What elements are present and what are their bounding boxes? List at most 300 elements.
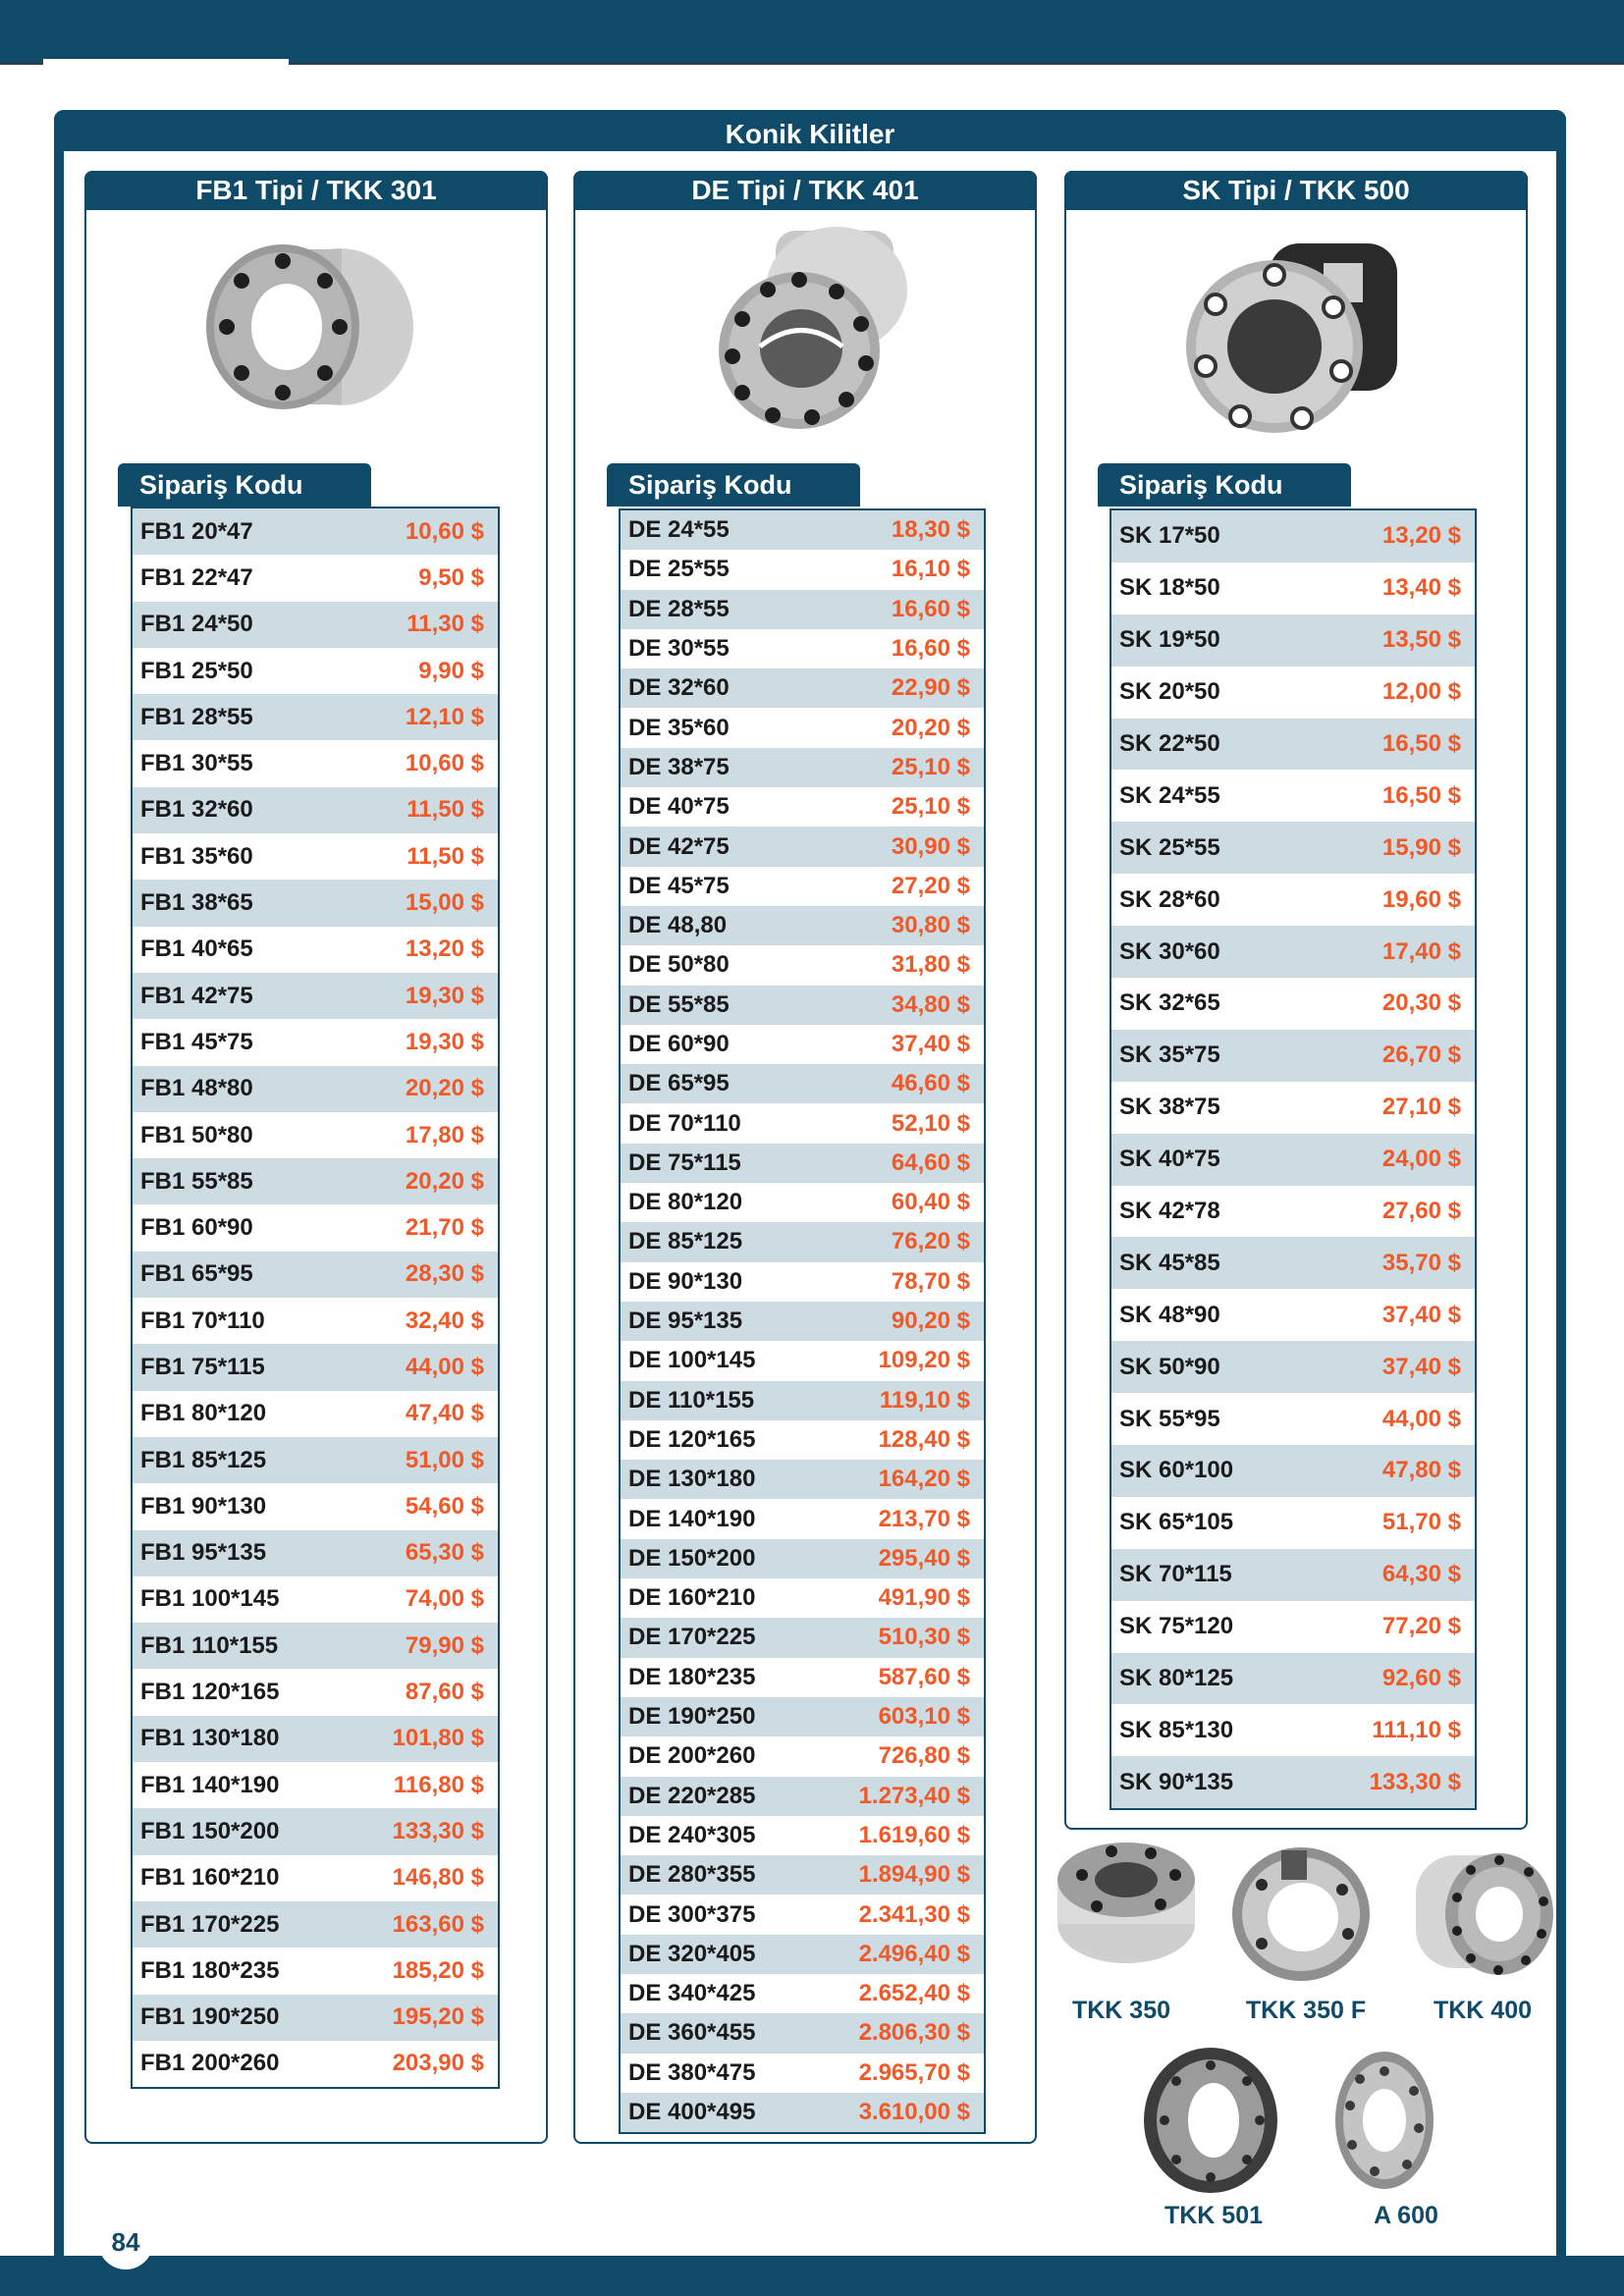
price: 726,80 $ — [878, 1742, 970, 1770]
order-code: DE 90*130 — [628, 1267, 743, 1295]
order-code: DE 65*95 — [628, 1070, 730, 1097]
table-row — [621, 986, 984, 1025]
price: 13,50 $ — [1381, 626, 1461, 654]
price: 47,40 $ — [405, 1400, 484, 1427]
price: 24,00 $ — [1381, 1146, 1461, 1173]
table-row — [133, 1158, 498, 1204]
table-row — [1111, 1549, 1475, 1601]
price: 9,50 $ — [418, 563, 484, 591]
table-row — [133, 1576, 498, 1623]
table-row — [621, 945, 984, 985]
price: 64,30 $ — [1381, 1561, 1461, 1588]
table-row — [621, 629, 984, 668]
table-row — [621, 1697, 984, 1736]
price: 510,30 $ — [878, 1624, 970, 1651]
price: 47,80 $ — [1381, 1457, 1461, 1484]
price: 116,80 $ — [393, 1771, 484, 1798]
price: 1.894,90 $ — [858, 1861, 970, 1889]
order-code: SK 60*100 — [1119, 1457, 1234, 1484]
table-row — [133, 602, 498, 648]
table-row — [1111, 1289, 1475, 1341]
table-row — [1111, 1601, 1475, 1653]
order-code: SK 75*120 — [1119, 1613, 1234, 1640]
price: 109,20 $ — [878, 1347, 970, 1374]
order-code: FB1 24*50 — [140, 611, 253, 638]
price: 20,20 $ — [405, 1075, 484, 1102]
table-row — [621, 1499, 984, 1538]
table-row — [133, 648, 498, 694]
price: 28,30 $ — [405, 1260, 484, 1288]
order-code: SK 32*65 — [1119, 989, 1220, 1017]
table-row — [621, 867, 984, 906]
price: 587,60 $ — [878, 1663, 970, 1690]
price: 26,70 $ — [1381, 1041, 1461, 1069]
order-code: SK 70*115 — [1119, 1561, 1232, 1588]
order-code: DE 380*475 — [628, 2058, 756, 2086]
table-row — [1111, 926, 1475, 978]
table-row — [1111, 1134, 1475, 1186]
price: 163,60 $ — [392, 1910, 484, 1938]
table-row — [1111, 1756, 1475, 1808]
table-row — [621, 590, 984, 629]
price: 603,10 $ — [878, 1703, 970, 1731]
price: 11,50 $ — [406, 796, 484, 824]
table-row — [1111, 719, 1475, 771]
order-code: FB1 200*260 — [140, 2050, 280, 2077]
price: 164,20 $ — [878, 1466, 970, 1493]
table-row — [1111, 1082, 1475, 1134]
order-code: FB1 48*80 — [140, 1075, 253, 1102]
a600-caption: A 600 — [1374, 2202, 1438, 2229]
price: 3.610,00 $ — [858, 2099, 970, 2126]
order-code: DE 140*190 — [628, 1505, 756, 1532]
order-code: DE 70*110 — [628, 1109, 741, 1137]
order-code: SK 38*75 — [1119, 1094, 1220, 1121]
order-code: SK 85*130 — [1119, 1716, 1234, 1743]
order-code: FB1 38*65 — [140, 889, 253, 917]
table-row — [621, 1341, 984, 1380]
table-row — [621, 1816, 984, 1855]
table-row — [621, 1855, 984, 1895]
price: 19,30 $ — [405, 1028, 484, 1055]
order-code: DE 360*455 — [628, 2019, 756, 2047]
price: 18,30 $ — [891, 516, 970, 544]
table-row — [1111, 510, 1475, 562]
price: 32,40 $ — [405, 1307, 484, 1334]
order-code: FB1 100*145 — [140, 1585, 280, 1613]
table-row — [133, 555, 498, 601]
table-row — [621, 1658, 984, 1697]
price: 27,60 $ — [1381, 1198, 1461, 1225]
tkk400-image — [1396, 1841, 1553, 1988]
price: 12,00 $ — [1381, 678, 1461, 706]
order-code: FB1 150*200 — [140, 1817, 280, 1844]
price: 2.965,70 $ — [858, 2058, 970, 2086]
price-table-de — [619, 508, 986, 2134]
table-row — [133, 1623, 498, 1669]
price: 78,70 $ — [891, 1267, 970, 1295]
price: 19,30 $ — [405, 982, 484, 1009]
order-code: DE 85*125 — [628, 1228, 743, 1255]
table-row — [133, 973, 498, 1019]
order-code: SK 19*50 — [1119, 626, 1220, 654]
table-row — [1111, 1704, 1475, 1756]
order-code: SK 24*55 — [1119, 781, 1220, 809]
sk-clamp-image — [1176, 224, 1422, 450]
price: 16,50 $ — [1381, 781, 1461, 809]
price: 34,80 $ — [891, 990, 970, 1018]
order-code: FB1 20*47 — [140, 517, 253, 545]
section-title: Konik Kilitler — [54, 110, 1566, 151]
table-row — [133, 1716, 498, 1762]
order-code: FB1 170*225 — [140, 1910, 280, 1938]
table-row — [1111, 1653, 1475, 1705]
order-code: FB1 180*235 — [140, 1956, 280, 1984]
order-code: DE 170*225 — [628, 1624, 756, 1651]
price: 90,20 $ — [891, 1308, 970, 1335]
order-code: DE 340*425 — [628, 1980, 756, 2007]
table-row — [621, 1777, 984, 1816]
order-code: FB1 130*180 — [140, 1725, 280, 1752]
de-clamp-image — [699, 221, 925, 442]
price: 79,90 $ — [405, 1631, 484, 1659]
table-row — [621, 708, 984, 747]
price: 101,80 $ — [392, 1725, 484, 1752]
table-row — [133, 694, 498, 740]
table-row — [1111, 1341, 1475, 1393]
table-row — [1111, 1497, 1475, 1549]
table-row — [1111, 1237, 1475, 1289]
price: 25,10 $ — [891, 793, 970, 821]
order-code: FB1 22*47 — [140, 563, 253, 591]
price: 44,00 $ — [1381, 1405, 1461, 1432]
order-code: DE 100*145 — [628, 1347, 756, 1374]
order-code: DE 280*355 — [628, 1861, 756, 1889]
order-code: DE 95*135 — [628, 1308, 743, 1335]
table-row — [621, 1183, 984, 1222]
order-code: DE 48,80 — [628, 912, 728, 939]
table-row — [621, 2093, 984, 2132]
price: 87,60 $ — [405, 1679, 484, 1706]
price: 13,20 $ — [1381, 522, 1461, 550]
order-code: FB1 120*165 — [140, 1679, 280, 1706]
table-row — [133, 1066, 498, 1112]
table-row — [1111, 1186, 1475, 1238]
table-row — [133, 1437, 498, 1483]
order-code: SK 42*78 — [1119, 1198, 1220, 1225]
price: 10,60 $ — [405, 517, 484, 545]
tkk350-caption: TKK 350 — [1071, 1997, 1171, 2024]
price: 111,10 $ — [1372, 1716, 1461, 1743]
panel-title-fb1: FB1 Tipi / TKK 301 — [84, 171, 548, 210]
order-code: DE 400*495 — [628, 2099, 756, 2126]
price: 16,50 $ — [1381, 730, 1461, 757]
order-code: DE 80*120 — [628, 1189, 743, 1216]
price: 16,10 $ — [891, 556, 970, 583]
panel-title-sk: SK Tipi / TKK 500 — [1064, 171, 1528, 210]
table-row — [133, 740, 498, 786]
table-row — [133, 1204, 498, 1251]
table-row — [621, 1103, 984, 1143]
order-code: FB1 45*75 — [140, 1028, 253, 1055]
order-code: SK 22*50 — [1119, 730, 1220, 757]
table-row — [133, 1762, 498, 1808]
order-code: DE 32*60 — [628, 674, 730, 702]
order-code: DE 45*75 — [628, 872, 730, 899]
tkk400-caption: TKK 400 — [1433, 1997, 1533, 2024]
table-row — [621, 550, 984, 589]
order-code: FB1 140*190 — [140, 1771, 280, 1798]
order-code: DE 240*305 — [628, 1821, 756, 1848]
order-code: DE 300*375 — [628, 1900, 756, 1928]
price: 128,40 $ — [878, 1425, 970, 1453]
table-row — [1111, 770, 1475, 822]
table-row — [621, 1222, 984, 1261]
price: 12,10 $ — [405, 703, 484, 730]
order-code: FB1 28*55 — [140, 703, 253, 730]
table-row — [133, 1995, 498, 2041]
table-row — [621, 906, 984, 945]
order-code: DE 110*155 — [628, 1386, 755, 1414]
price: 31,80 $ — [891, 951, 970, 979]
table-row — [133, 787, 498, 833]
order-code: FB1 90*130 — [140, 1492, 267, 1520]
price: 146,80 $ — [392, 1864, 484, 1892]
price: 35,70 $ — [1381, 1249, 1461, 1276]
table-row — [1111, 614, 1475, 667]
price: 44,00 $ — [405, 1353, 484, 1380]
table-row — [133, 1483, 498, 1529]
table-row — [133, 1252, 498, 1298]
order-code: FB1 70*110 — [140, 1307, 265, 1334]
order-code: DE 160*210 — [628, 1584, 756, 1612]
table-row — [621, 1618, 984, 1657]
order-code-label-de: Sipariş Kodu — [607, 463, 860, 507]
order-code: SK 25*55 — [1119, 833, 1220, 861]
fb1-clamp-image — [192, 224, 428, 440]
order-code: SK 35*75 — [1119, 1041, 1220, 1069]
order-code: FB1 60*90 — [140, 1214, 253, 1242]
order-code: DE 190*250 — [628, 1703, 756, 1731]
order-code: SK 50*90 — [1119, 1353, 1220, 1380]
a600-image — [1330, 2042, 1438, 2199]
price: 10,60 $ — [405, 750, 484, 777]
table-row — [621, 1736, 984, 1776]
order-code: SK 48*90 — [1119, 1301, 1220, 1328]
table-row — [133, 1855, 498, 1901]
order-code: DE 60*90 — [628, 1031, 730, 1057]
price: 25,10 $ — [891, 753, 970, 780]
price: 64,60 $ — [891, 1148, 970, 1176]
price: 20,20 $ — [891, 714, 970, 741]
price: 76,20 $ — [891, 1228, 970, 1255]
table-row — [621, 668, 984, 708]
price: 92,60 $ — [1381, 1665, 1461, 1692]
price: 133,30 $ — [392, 1817, 484, 1844]
order-code: DE 75*115 — [628, 1148, 741, 1176]
bottom-banner — [0, 2256, 1624, 2296]
order-code: FB1 42*75 — [140, 982, 253, 1009]
order-code: SK 65*105 — [1119, 1509, 1234, 1536]
price: 21,70 $ — [405, 1214, 484, 1242]
order-code: DE 130*180 — [628, 1466, 756, 1493]
order-code: DE 55*85 — [628, 990, 730, 1018]
order-code: SK 20*50 — [1119, 678, 1220, 706]
order-code: DE 42*75 — [628, 832, 730, 860]
price: 77,20 $ — [1381, 1613, 1461, 1640]
price: 60,40 $ — [891, 1189, 970, 1216]
page-number: 84 — [98, 2215, 153, 2269]
price: 11,30 $ — [406, 611, 484, 638]
order-code: DE 40*75 — [628, 793, 730, 821]
price: 185,20 $ — [392, 1956, 484, 1984]
price: 54,60 $ — [405, 1492, 484, 1520]
order-code: DE 35*60 — [628, 714, 730, 741]
price: 119,10 $ — [879, 1386, 970, 1414]
price: 2.496,40 $ — [858, 1940, 970, 1967]
price: 20,30 $ — [1381, 989, 1461, 1017]
price: 52,10 $ — [891, 1109, 970, 1137]
table-row — [133, 1019, 498, 1065]
price: 195,20 $ — [392, 2003, 484, 2031]
order-code: FB1 55*85 — [140, 1167, 253, 1195]
price: 37,40 $ — [1381, 1353, 1461, 1380]
price: 203,90 $ — [392, 2050, 484, 2077]
table-row — [133, 1344, 498, 1390]
order-code: SK 18*50 — [1119, 574, 1220, 602]
order-code: SK 45*85 — [1119, 1249, 1220, 1276]
price: 20,20 $ — [405, 1167, 484, 1195]
price: 16,60 $ — [891, 635, 970, 663]
top-banner-tab — [43, 59, 289, 67]
price: 19,60 $ — [1381, 885, 1461, 913]
order-code: SK 28*60 — [1119, 885, 1220, 913]
table-row — [133, 508, 498, 555]
tkk350f-caption: TKK 350 F — [1245, 1997, 1367, 2024]
table-row — [1111, 1445, 1475, 1497]
table-row — [621, 1578, 984, 1618]
table-row — [133, 880, 498, 926]
order-code: FB1 110*155 — [140, 1631, 279, 1659]
tkk501-caption: TKK 501 — [1164, 2202, 1264, 2229]
price: 30,90 $ — [891, 832, 970, 860]
panel-title-de: DE Tipi / TKK 401 — [573, 171, 1037, 210]
table-row — [1111, 978, 1475, 1030]
table-row — [133, 927, 498, 973]
table-row — [133, 1948, 498, 1994]
table-row — [621, 1420, 984, 1460]
price: 295,40 $ — [878, 1544, 970, 1572]
price: 491,90 $ — [878, 1584, 970, 1612]
table-row — [133, 2041, 498, 2087]
order-code: DE 200*260 — [628, 1742, 756, 1770]
table-row — [621, 1302, 984, 1341]
table-row — [621, 1895, 984, 1934]
table-row — [621, 1539, 984, 1578]
price: 2.652,40 $ — [858, 1980, 970, 2007]
price: 15,90 $ — [1381, 833, 1461, 861]
price: 37,40 $ — [891, 1031, 970, 1057]
price: 74,00 $ — [405, 1585, 484, 1613]
order-code: DE 320*405 — [628, 1940, 756, 1967]
price: 13,40 $ — [1381, 574, 1461, 602]
table-row — [621, 1262, 984, 1302]
order-code: DE 38*75 — [628, 753, 730, 780]
order-code: FB1 85*125 — [140, 1446, 267, 1473]
table-row — [133, 1391, 498, 1437]
table-row — [621, 1144, 984, 1183]
order-code: DE 30*55 — [628, 635, 730, 663]
order-code: FB1 160*210 — [140, 1864, 280, 1892]
table-row — [1111, 562, 1475, 614]
order-code-label-fb1: Sipariş Kodu — [118, 463, 371, 507]
order-code: FB1 75*115 — [140, 1353, 265, 1380]
order-code: FB1 25*50 — [140, 657, 253, 684]
table-row — [1111, 1030, 1475, 1082]
price: 46,60 $ — [891, 1070, 970, 1097]
price: 51,00 $ — [405, 1446, 484, 1473]
table-row — [621, 787, 984, 827]
order-code: FB1 80*120 — [140, 1400, 267, 1427]
price: 37,40 $ — [1381, 1301, 1461, 1328]
order-code: FB1 95*135 — [140, 1539, 267, 1567]
price-table-sk — [1110, 508, 1477, 1810]
tkk350f-image — [1222, 1841, 1380, 1988]
table-row — [621, 1935, 984, 1974]
order-code: SK 30*60 — [1119, 937, 1220, 965]
order-code: DE 28*55 — [628, 595, 730, 622]
price: 2.806,30 $ — [858, 2019, 970, 2047]
table-row — [621, 1064, 984, 1103]
price: 213,70 $ — [878, 1505, 970, 1532]
table-row — [621, 748, 984, 787]
table-row — [133, 1530, 498, 1576]
price: 1.273,40 $ — [858, 1782, 970, 1809]
table-row — [1111, 822, 1475, 874]
order-code: SK 55*95 — [1119, 1405, 1220, 1432]
table-row — [621, 1381, 984, 1420]
table-row — [133, 1298, 498, 1344]
price: 17,80 $ — [405, 1121, 484, 1148]
order-code: FB1 50*80 — [140, 1121, 253, 1148]
table-row — [621, 2013, 984, 2053]
table-row — [133, 1901, 498, 1948]
order-code: SK 80*125 — [1119, 1665, 1234, 1692]
table-row — [621, 510, 984, 550]
table-row — [621, 1974, 984, 2013]
table-row — [133, 1808, 498, 1854]
order-code: DE 24*55 — [628, 516, 730, 544]
order-code: DE 150*200 — [628, 1544, 756, 1572]
order-code: FB1 40*65 — [140, 935, 253, 963]
order-code: DE 120*165 — [628, 1425, 756, 1453]
price: 27,20 $ — [891, 872, 970, 899]
tkk501-image — [1137, 2042, 1284, 2199]
table-row — [621, 1460, 984, 1499]
order-code: SK 90*135 — [1119, 1768, 1234, 1795]
price: 65,30 $ — [405, 1539, 484, 1567]
order-code: DE 25*55 — [628, 556, 730, 583]
price: 51,70 $ — [1381, 1509, 1461, 1536]
table-row — [1111, 874, 1475, 926]
top-banner — [0, 0, 1624, 63]
order-code: FB1 30*55 — [140, 750, 253, 777]
price: 17,40 $ — [1381, 937, 1461, 965]
order-code: FB1 190*250 — [140, 2003, 280, 2031]
price-table-fb1 — [131, 507, 500, 2089]
table-row — [1111, 1393, 1475, 1445]
price: 1.619,60 $ — [858, 1821, 970, 1848]
